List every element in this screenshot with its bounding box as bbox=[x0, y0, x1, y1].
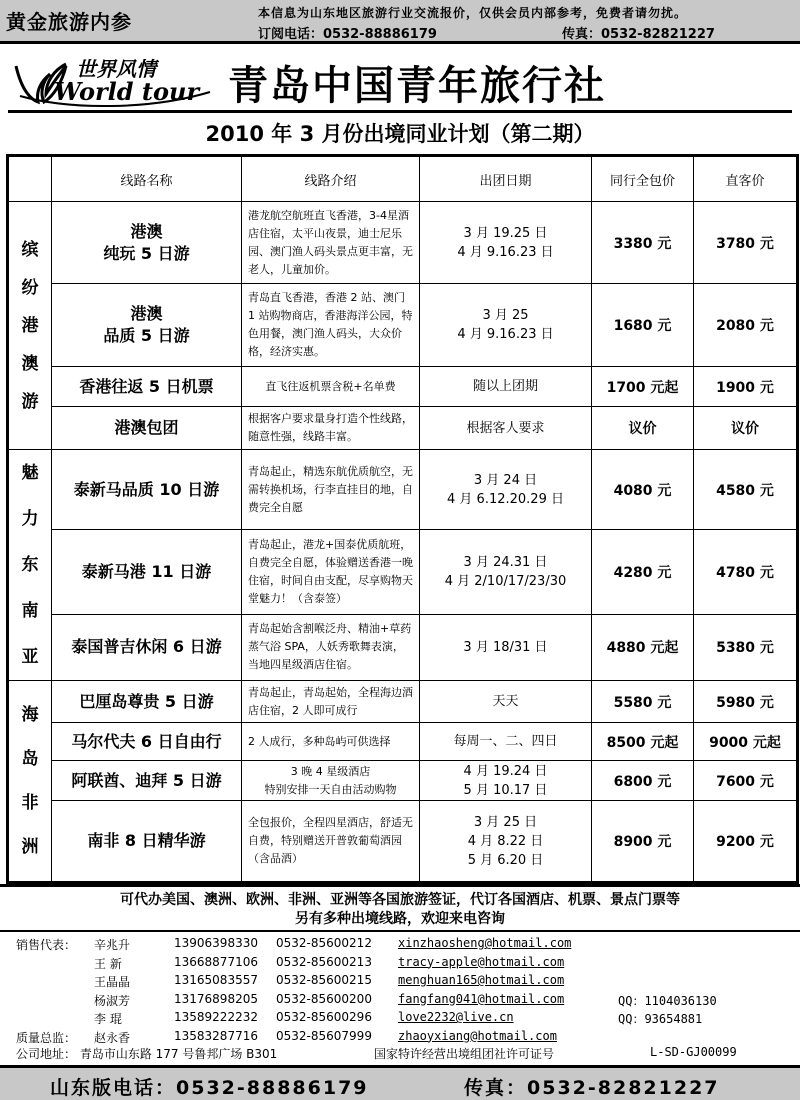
license-number: L-SD-GJ00099 bbox=[650, 1045, 737, 1059]
route-name-cell bbox=[52, 284, 242, 367]
contact-phone: 0532-85607999 bbox=[276, 1028, 372, 1043]
direct-price: 5380 元 bbox=[694, 614, 798, 680]
contact-phone: 0532-85600296 bbox=[276, 1010, 372, 1024]
route-name: 香港往返 5 日机票 bbox=[52, 367, 242, 407]
contact-mobile: 13165083557 bbox=[174, 973, 258, 987]
header-peer-price: 同行全包价 bbox=[592, 156, 694, 202]
route-name: 马尔代夫 6 日自由行 bbox=[52, 723, 242, 761]
table-row bbox=[8, 530, 798, 614]
route-name-line2: 纯玩 5 日游 bbox=[103, 243, 190, 263]
peer-price: 4280 元 bbox=[592, 530, 694, 614]
category-label: 魅力东南亚 bbox=[21, 463, 39, 667]
more-routes-note: 另有多种出境线路，欢迎来电咨询 bbox=[295, 911, 505, 927]
route-desc: 青岛起止，青岛起始，全程海边酒店住宿，2 人即可成行 bbox=[242, 681, 420, 723]
departure-date bbox=[420, 284, 592, 367]
direct-price: 1900 元 bbox=[694, 367, 798, 407]
date-line2: 4 月 9.16.23 日 bbox=[457, 327, 554, 342]
date-line2: 4 月 8.22 日 bbox=[467, 833, 544, 849]
peer-price: 5580 元 bbox=[592, 681, 694, 723]
contact-mobile: 13583287716 bbox=[174, 1028, 258, 1043]
departure-date: 每周一、二、四日 bbox=[420, 723, 592, 761]
bottom-phone: 山东版电话：0532-88886179 bbox=[50, 1077, 369, 1099]
route-name: 泰新马品质 10 日游 bbox=[52, 450, 242, 530]
itinerary-table bbox=[6, 154, 799, 884]
subscribe-phone: 订阅电话：0532-88886179 bbox=[258, 27, 437, 42]
peer-price: 1700 元起 bbox=[592, 367, 694, 407]
table-row bbox=[8, 367, 798, 407]
date-line1: 3 月 25 日 bbox=[473, 814, 538, 830]
contact-email[interactable]: fangfang041@hotmail.com bbox=[398, 991, 565, 1006]
departure-date bbox=[420, 801, 592, 883]
contact-mobile: 13176898205 bbox=[174, 991, 258, 1006]
table-row bbox=[8, 450, 798, 530]
contact-phone: 0532-85600213 bbox=[276, 954, 372, 969]
contact-mobile: 13906398330 bbox=[174, 936, 258, 950]
table-row bbox=[8, 723, 798, 761]
contact-mobile: 13668877106 bbox=[174, 954, 258, 969]
plan-subtitle: 2010 年 3 月份出境同业计划（第二期） bbox=[205, 122, 595, 146]
header-divider bbox=[8, 110, 792, 113]
date-line1: 3 月 24.31 日 bbox=[463, 555, 548, 571]
date-line2: 4 月 6.12.20.29 日 bbox=[447, 491, 564, 507]
date-line1: 4 月 19.24 日 bbox=[463, 763, 548, 779]
route-name: 港澳包团 bbox=[52, 407, 242, 450]
direct-price: 3780 元 bbox=[694, 202, 798, 284]
route-desc: 青岛直飞香港，香港 2 站、澳门 1 站购物商店，香港海洋公园，特色用餐，澳门渔人码头，大众价格，经济实惠。 bbox=[242, 284, 420, 367]
route-desc-line2: 特别安排一天自由活动购物 bbox=[264, 782, 397, 796]
peer-price: 议价 bbox=[592, 407, 694, 450]
route-name-line2: 品质 5 日游 bbox=[103, 326, 190, 345]
contact-name: 李 琨 bbox=[94, 1012, 122, 1026]
route-desc: 青岛起止，港龙+国泰优质航班，自费完全自愿，体验赠送香港一晚住宿，时间自由支配，尽享购物天堂魅力！（含泰签） bbox=[242, 530, 420, 614]
contact-email[interactable]: zhaoyxiang@hotmail.com bbox=[398, 1028, 557, 1043]
contact-email[interactable]: love2232@live.cn bbox=[398, 1010, 514, 1024]
contact-phone: 0532-85600215 bbox=[276, 973, 372, 987]
contacts-divider bbox=[0, 930, 800, 932]
direct-price: 7600 元 bbox=[694, 761, 798, 801]
table-row bbox=[8, 614, 798, 680]
contact-qq: QQ：93654881 bbox=[618, 1012, 703, 1026]
contact-email[interactable]: menghuan165@hotmail.com bbox=[398, 973, 565, 987]
route-name: 巴厘岛尊贵 5 日游 bbox=[52, 681, 242, 723]
departure-date bbox=[420, 450, 592, 530]
bottom-bar bbox=[0, 1065, 800, 1100]
category-se-asia bbox=[8, 450, 52, 681]
table-row bbox=[8, 202, 798, 284]
world-tour-logo bbox=[10, 52, 218, 110]
table-row bbox=[8, 284, 798, 367]
category-hk-macau bbox=[8, 202, 52, 450]
departure-date: 3 月 18/31 日 bbox=[420, 614, 592, 680]
departure-date bbox=[420, 202, 592, 284]
header-route-desc: 线路介绍 bbox=[242, 156, 420, 202]
date-line3: 5 月 6.20 日 bbox=[467, 852, 544, 868]
departure-date bbox=[420, 761, 592, 801]
direct-price: 5980 元 bbox=[694, 681, 798, 723]
route-name-line1: 港澳 bbox=[130, 304, 163, 323]
category-island-africa bbox=[8, 681, 52, 883]
logo-en-text: World tour bbox=[54, 77, 200, 106]
table-row bbox=[8, 681, 798, 723]
category-label: 缤纷港澳游 bbox=[21, 239, 39, 412]
table-header-row bbox=[8, 156, 798, 202]
date-line2: 5 月 10.17 日 bbox=[463, 782, 548, 798]
date-line2: 4 月 2/10/17/23/30 bbox=[444, 574, 567, 590]
departure-date: 随以上团期 bbox=[420, 367, 592, 407]
header-category bbox=[8, 156, 52, 202]
route-desc: 港龙航空航班直飞香港，3-4星酒店住宿，太平山夜景，迪士尼乐园、澳门渔人码头景点更丰富，无老人，儿童加价。 bbox=[242, 202, 420, 284]
table-row bbox=[8, 761, 798, 801]
contact-phone: 0532-85600212 bbox=[276, 936, 372, 950]
date-line1: 3 月 24 日 bbox=[473, 472, 538, 488]
top-banner bbox=[0, 0, 800, 44]
direct-price: 议价 bbox=[694, 407, 798, 450]
direct-price: 9000 元起 bbox=[694, 723, 798, 761]
date-line2: 4 月 9.16.23 日 bbox=[457, 244, 554, 260]
route-desc: 全包报价，全程四星酒店，舒适无自费，特别赠送开普敦葡萄酒园（含品酒） bbox=[242, 801, 420, 883]
header-departure-date: 出团日期 bbox=[420, 156, 592, 202]
header-direct-price: 直客价 bbox=[694, 156, 798, 202]
peer-price: 4080 元 bbox=[592, 450, 694, 530]
date-line1: 3 月 25 bbox=[482, 308, 529, 323]
route-desc-line1: 3 晚 4 星级酒店 bbox=[290, 764, 371, 778]
peer-price: 4880 元起 bbox=[592, 614, 694, 680]
peer-price: 8900 元 bbox=[592, 801, 694, 883]
contact-email[interactable]: xinzhaosheng@hotmail.com bbox=[398, 936, 572, 950]
sales-label: 销售代表： bbox=[16, 938, 77, 952]
departure-date: 根据客人要求 bbox=[420, 407, 592, 450]
direct-price: 9200 元 bbox=[694, 801, 798, 883]
route-desc: 青岛起止，精选东航优质航空，无需转换机场，行李直挂目的地，自费完全自愿 bbox=[242, 450, 420, 530]
bottom-fax: 传真：0532-82821227 bbox=[464, 1077, 720, 1099]
direct-price: 4780 元 bbox=[694, 530, 798, 614]
table-row bbox=[8, 801, 798, 883]
footer-divider bbox=[0, 884, 800, 887]
contact-qq: QQ：1104036130 bbox=[618, 993, 717, 1008]
qa-label: 质量总监： bbox=[16, 1030, 77, 1045]
departure-date bbox=[420, 530, 592, 614]
route-desc: 青岛起始含割喉泛舟、精油+草药蒸气浴 SPA，人妖秀歌舞表演，当地四星级酒店住宿。 bbox=[242, 614, 420, 680]
disclaimer-note: 本信息为山东地区旅游行业交流报价，仅供会员内部参考，免费者请勿扰。 bbox=[258, 6, 688, 20]
company-address: 公司地址： 青岛市山东路 177 号鲁邦广场 B301 bbox=[16, 1047, 278, 1061]
company-name: 青岛中国青年旅行社 bbox=[228, 62, 606, 109]
peer-price: 6800 元 bbox=[592, 761, 694, 801]
direct-price: 4580 元 bbox=[694, 450, 798, 530]
route-name-cell bbox=[52, 202, 242, 284]
contact-name: 王晶晶 bbox=[94, 975, 131, 989]
header-route-name: 线路名称 bbox=[52, 156, 242, 202]
publication-title: 黄金旅游内参 bbox=[6, 10, 132, 34]
peer-price: 1680 元 bbox=[592, 284, 694, 367]
top-fax: 传真：0532-82821227 bbox=[562, 27, 715, 42]
logo-cn-text: 世界风情 bbox=[76, 57, 156, 81]
route-desc: 直飞往返机票含税+名单费 bbox=[242, 367, 420, 407]
route-name: 泰新马港 11 日游 bbox=[52, 530, 242, 614]
route-name: 泰国普吉休闲 6 日游 bbox=[52, 614, 242, 680]
contact-name: 王 新 bbox=[94, 956, 122, 971]
route-name: 阿联酋、迪拜 5 日游 bbox=[52, 761, 242, 801]
departure-date: 天天 bbox=[420, 681, 592, 723]
contact-name: 辛兆升 bbox=[94, 938, 131, 952]
peer-price: 8500 元起 bbox=[592, 723, 694, 761]
route-desc: 根据客户要求量身打造个性线路，随意性强，线路丰富。 bbox=[242, 407, 420, 450]
route-name-line1: 港澳 bbox=[130, 221, 163, 241]
contact-name: 杨淑芳 bbox=[94, 993, 131, 1008]
visa-services: 可代办美国、澳洲、欧洲、非洲、亚洲等各国旅游签证，代订各国酒店、机票、景点门票等 bbox=[120, 892, 680, 908]
contact-name: 赵永香 bbox=[94, 1030, 131, 1045]
contact-mobile: 13589222232 bbox=[174, 1010, 258, 1024]
route-name: 南非 8 日精华游 bbox=[52, 801, 242, 883]
direct-price: 2080 元 bbox=[694, 284, 798, 367]
peer-price: 3380 元 bbox=[592, 202, 694, 284]
license-label: 国家特许经营出境组团社许可证号 bbox=[374, 1047, 555, 1061]
date-line1: 3 月 19.25 日 bbox=[463, 225, 548, 241]
table-row bbox=[8, 407, 798, 450]
route-desc bbox=[242, 761, 420, 801]
contact-phone: 0532-85600200 bbox=[276, 991, 372, 1006]
route-desc: 2 人成行，多种岛屿可供选择 bbox=[242, 723, 420, 761]
contact-email[interactable]: tracy-apple@hotmail.com bbox=[398, 954, 565, 969]
category-label: 海岛非洲 bbox=[21, 705, 39, 857]
